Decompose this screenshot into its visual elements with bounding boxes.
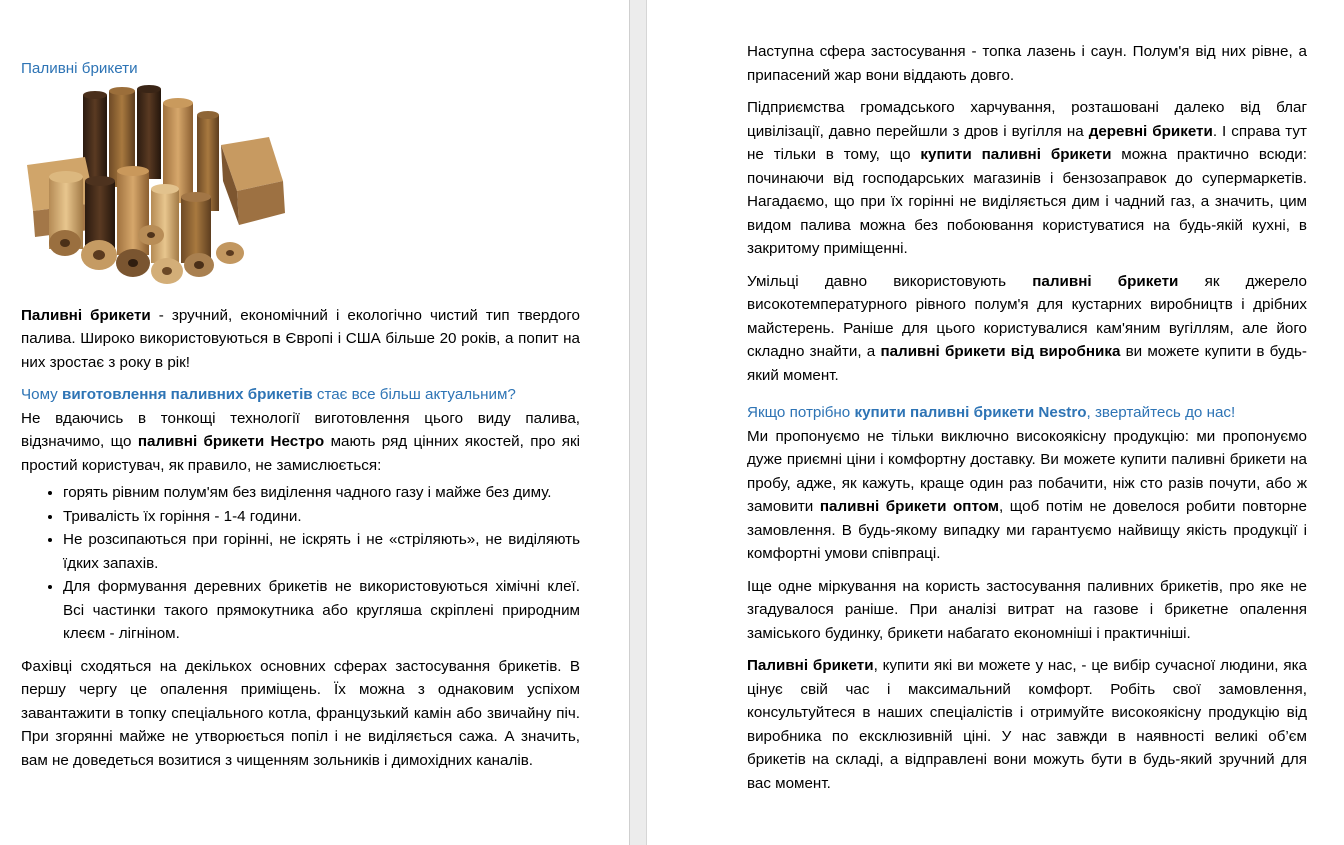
list-item: • горять рівним полум'ям без виділення чадного газу і майже без диму. bbox=[63, 481, 580, 505]
catering-paragraph: Підприємства громадського харчування, розташовані далеко від благ цивілізації, давно перейшли з дров і вугілля на деревні брикети. І справа тут не тільки в тому, що купити паливні брикети можна практично всюди: починаючи від господарських магазинів і бензозаправок до супермаркетів. Нагадаємо, що при їх горінні не виділяється дим і чадний газ, а значить, цим видом палива можна без побоювання користуватися на будь-якій кухні, в закритому приміщенні. bbox=[747, 99, 1307, 257]
subheading-why: Чому виготовлення паливних брикетів стає все більш актуальним? bbox=[21, 386, 516, 403]
saunas-paragraph: Наступна сфера застосування - топка лазень і саун. Полум'я від них рівне, а припасений жар вони віддають довго. bbox=[747, 43, 1307, 84]
closing-paragraph: Паливні брикети, купити які ви можете у нас, - це вибір сучасної людини, яка цінує свій час і максимальний комфорт. Робіть свої замовлення, консультуйтеся в наших спеціалістів і отримуйте високоякісну продукцію від виробника по ексклюзивній ціні. У нас завжди в наявності великі об’єм брикетів на складі, а відправлені вони можуть бути в будь-який зручний для вас момент. bbox=[747, 657, 1307, 792]
craftsmen-paragraph: Умільці давно використовують паливні брикети як джерело високотемпературного рівного полум'я для кустарних виробництв і дрібних майстерень. Раніше для цього користувалися кам'яним вугіллям, але його складно знайти, а паливні брикети від виробника ви можете купити в будь-який момент. bbox=[747, 272, 1307, 384]
list-item: • Не розсипаються при горінні, не іскрять і не «стріляють», не виділяють їдких запахів. bbox=[63, 528, 580, 575]
intro-paragraph: Паливні брикети - зручний, економічний і екологічно чистий тип твердого палива. Широко використовуються в Європі і США більше 20 років, а попит на них зростає з року в рік! bbox=[21, 306, 580, 371]
page-gap bbox=[629, 0, 647, 845]
document-page-left bbox=[0, 0, 629, 845]
subheading-contact: Якщо потрібно купити паливні брикети Nestro, звертайтесь до нас! bbox=[747, 404, 1236, 421]
page-title: Паливні брикети bbox=[21, 60, 138, 77]
offer-paragraph: Ми пропонуємо не тільки виключно високоякісну продукцію: ми пропонуємо дуже приємні ціни і комфортну доставку. Ви можете купити паливні брикети на пробу, адже, як кажуть, краще один раз побачити, ніж сто разів почути, або ж замовити паливні брикети оптом, щоб потім не довелося робити повторне замовлення. В будь-якому випадку ми гарантуємо найвищу якість продукції і комфортні умови співпраці. bbox=[747, 427, 1308, 562]
fuel-briquettes-photo-icon bbox=[25, 85, 287, 290]
fuel-briquettes-image bbox=[25, 85, 287, 290]
qualities-list bbox=[21, 481, 580, 646]
uses-paragraph: Фахівці сходяться на декількох основних сферах застосування брикетів. В першу чергу це опалення приміщень. Їх можна з однаковим успіхом завантажити в топку спеціального котла, французький камін або звичайну піч. При згорянні майже не утворюється попіл і не виділяється сажа. А значить, вам не доведеться возитися з чищенням зольників і димохідних каналів. bbox=[21, 657, 580, 769]
list-item: • Для формування деревних брикетів не використовуються хімічні клеї. Всі частинки такого прямокутника або кругляша скріплені природним клеєм - лігніном. bbox=[63, 575, 580, 646]
economy-paragraph: Іще одне міркування на користь застосування паливних брикетів, про яке не згадувалося раніше. При аналізі витрат на газове і брикетне опалення заміського будинку, брикети набагато економніші і практичніші. bbox=[747, 577, 1307, 642]
list-item: • Тривалість їх горіння - 1-4 години. bbox=[63, 505, 580, 529]
document-page-right bbox=[647, 0, 1344, 845]
qualities-paragraph: Не вдаючись в тонкощі технології виготовлення цього виду палива, відзначимо, що паливні брикети Нестро мають ряд цінних якостей, про які простий користувач, як правило, не замислюється: bbox=[21, 409, 581, 474]
